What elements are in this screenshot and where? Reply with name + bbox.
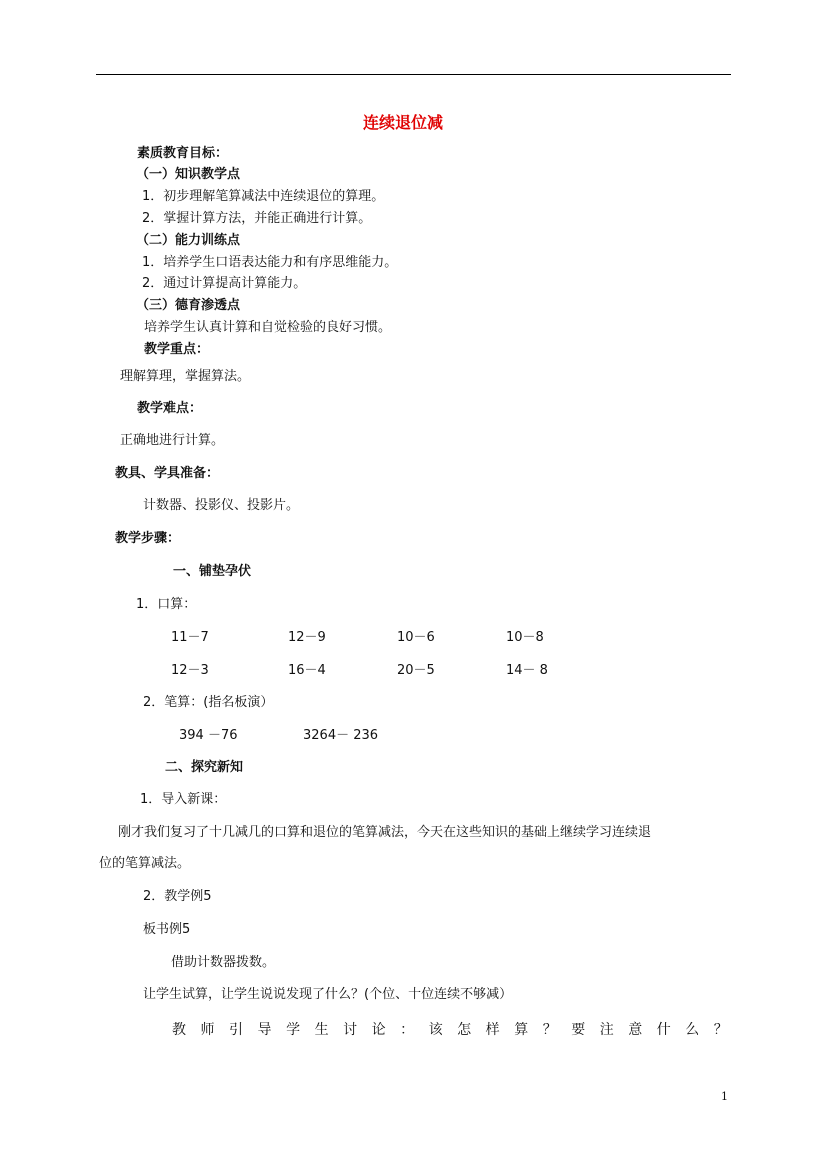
written-label: 2．笔算：(指名板演）	[143, 695, 274, 710]
guide-char: 该	[428, 1022, 443, 1038]
guide-char: 怎	[457, 1022, 472, 1038]
guide-char: 么	[685, 1022, 700, 1038]
counter-text: 借助计数器拨数。	[171, 955, 276, 970]
guide-char: 生	[314, 1022, 329, 1038]
guide-char: 样	[485, 1022, 500, 1038]
oral-problem: 14－ 8	[506, 663, 548, 678]
oral-problem: 12－3	[171, 663, 209, 678]
try-text: 让学生试算，让学生说说发现了什么？(个位、十位连续不够减）	[143, 987, 513, 1002]
tools-heading: 教具、学具准备：	[115, 466, 220, 481]
ability-item-2: 2．通过计算提高计算能力。	[142, 276, 307, 291]
guide-char: 导	[257, 1022, 272, 1038]
guide-line	[172, 1019, 728, 1039]
written-problem: 3264－ 236	[303, 728, 379, 743]
intro-label: 1．导入新课：	[140, 792, 227, 807]
written-problem: 394 －76	[179, 728, 238, 743]
guide-char: ？	[542, 1022, 557, 1038]
guide-char: 师	[200, 1022, 215, 1038]
key-point-text: 理解算理，掌握算法。	[120, 369, 251, 384]
oral-problem: 16－4	[288, 663, 326, 678]
guide-char: 引	[229, 1022, 244, 1038]
steps-heading: 教学步骤：	[115, 531, 181, 546]
intro-line-2: 位的笔算减法。	[99, 856, 191, 871]
guide-char: 意	[628, 1022, 643, 1038]
section1-heading: 一、铺垫孕伏	[173, 564, 252, 579]
guide-char: 学	[286, 1022, 301, 1038]
goal-heading: 素质教育目标：	[137, 146, 229, 161]
oral-problem: 11－7	[171, 630, 209, 645]
oral-problem: 10－8	[506, 630, 544, 645]
intro-line-1: 刚才我们复习了十几减几的口算和退位的笔算减法，今天在这些知识的基础上继续学习连续退	[118, 825, 652, 840]
page-number: 1	[721, 1090, 728, 1103]
oral-label: 1．口算：	[136, 597, 197, 612]
oral-problem: 12－9	[288, 630, 326, 645]
guide-char: ？	[713, 1022, 728, 1038]
header-rule	[96, 74, 731, 75]
knowledge-heading: （一）知识教学点	[136, 167, 241, 182]
document-title: 连续退位减	[363, 113, 444, 132]
guide-char: 注	[599, 1022, 614, 1038]
guide-char: 讨	[343, 1022, 358, 1038]
oral-problem: 10－6	[397, 630, 435, 645]
example-label: 2．教学例5	[143, 889, 212, 904]
oral-problem: 20－5	[397, 663, 435, 678]
knowledge-item-1: 1．初步理解笔算减法中连续退位的算理。	[142, 189, 385, 204]
difficulty-heading: 教学难点：	[137, 401, 203, 416]
tools-text: 计数器、投影仪、投影片。	[143, 498, 300, 513]
guide-char: 什	[656, 1022, 671, 1038]
moral-text: 培养学生认真计算和自觉检验的良好习惯。	[144, 320, 392, 335]
section2-heading: 二、探究新知	[165, 760, 244, 775]
difficulty-text: 正确地进行计算。	[120, 433, 225, 448]
guide-char: 算	[514, 1022, 529, 1038]
guide-char: 教	[172, 1022, 186, 1038]
key-point-heading: 教学重点：	[144, 342, 210, 357]
guide-char: 论	[371, 1022, 386, 1038]
knowledge-item-2: 2．掌握计算方法，并能正确进行计算。	[142, 211, 372, 226]
ability-heading: （二）能力训练点	[136, 233, 241, 248]
guide-char: 要	[571, 1022, 586, 1038]
guide-char: ：	[400, 1022, 415, 1038]
moral-heading: （三）德育渗透点	[136, 298, 241, 313]
board-text: 板书例5	[143, 922, 191, 937]
ability-item-1: 1．培养学生口语表达能力和有序思维能力。	[142, 255, 398, 270]
